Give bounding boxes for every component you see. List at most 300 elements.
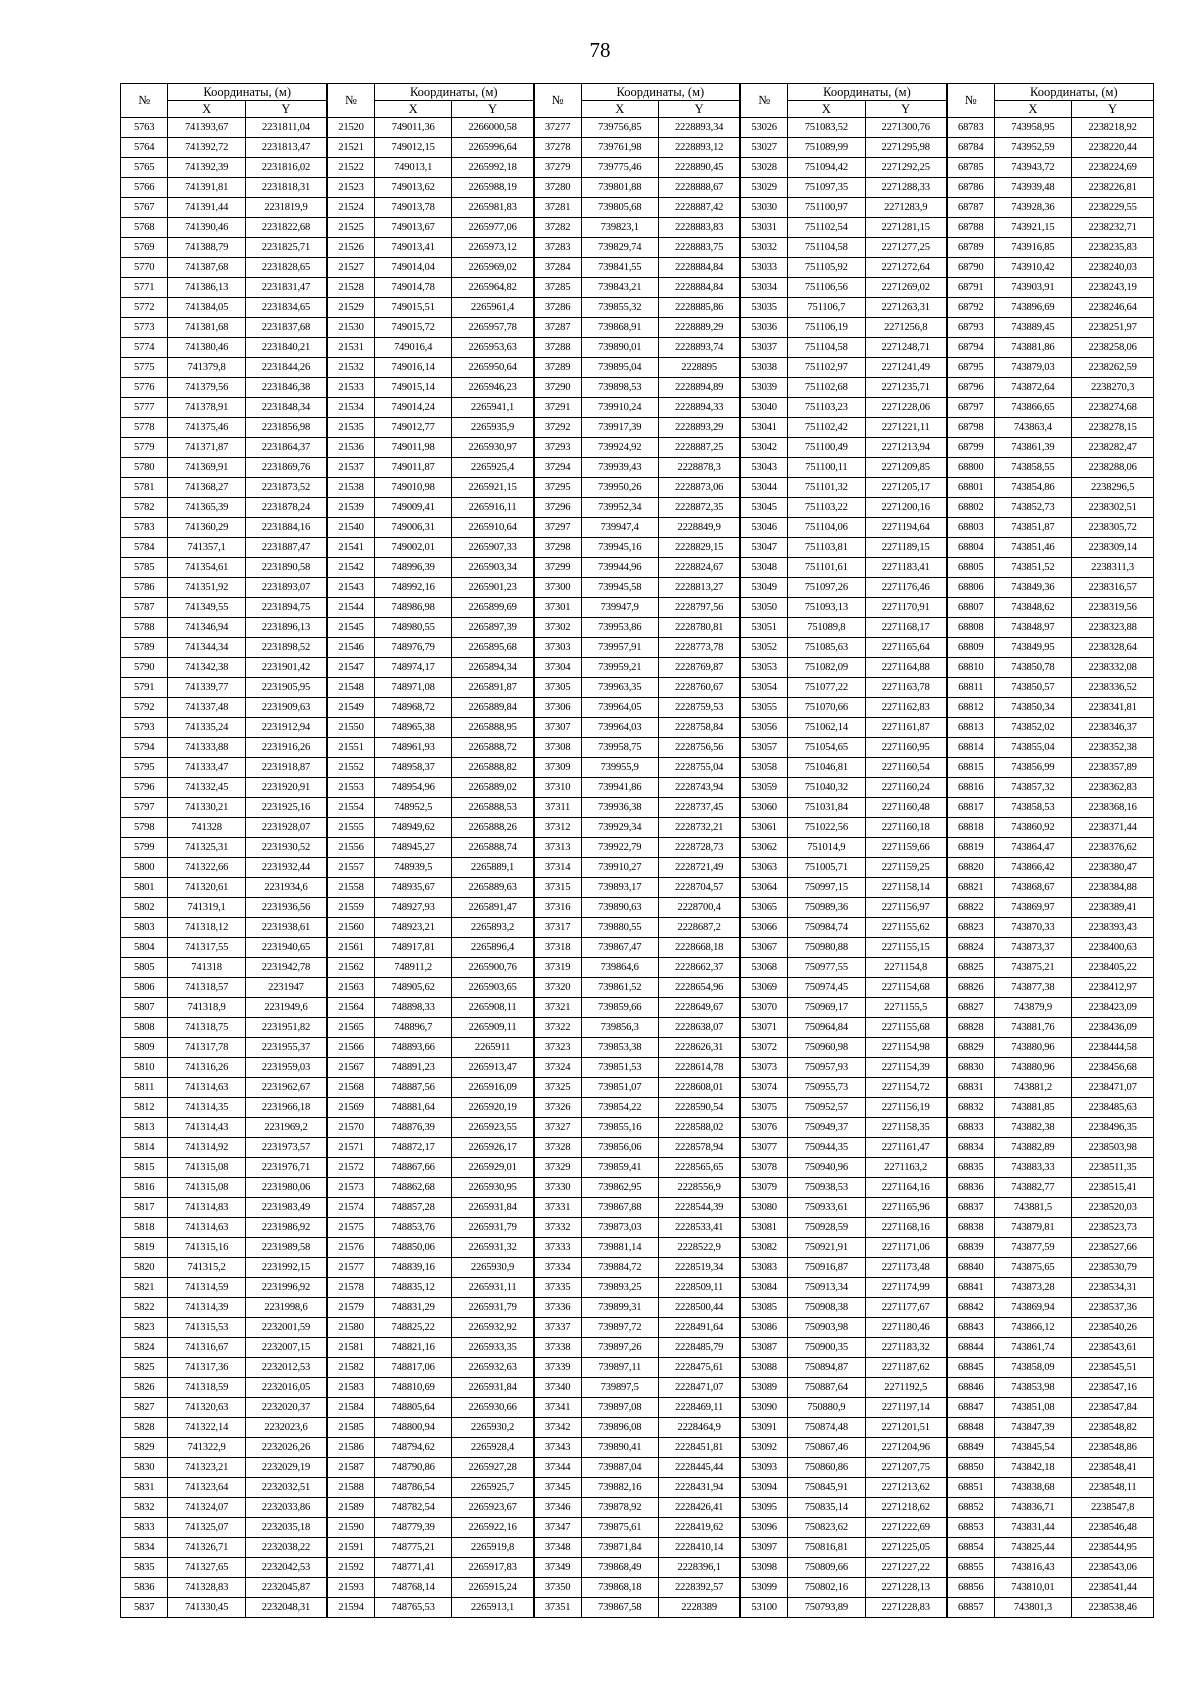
cell-x: 743882,89 bbox=[994, 1138, 1071, 1158]
cell-num: 68820 bbox=[947, 858, 994, 878]
cell-y: 2228721,49 bbox=[658, 858, 740, 878]
cell-y: 2231992,15 bbox=[245, 1258, 327, 1278]
cell-num: 68853 bbox=[947, 1518, 994, 1538]
cell-x: 749013,1 bbox=[374, 158, 451, 178]
cell-x: 739871,84 bbox=[581, 1538, 658, 1558]
table-row bbox=[121, 1238, 1154, 1258]
cell-num: 53028 bbox=[740, 158, 787, 178]
table-row bbox=[121, 1258, 1154, 1278]
cell-y: 2228743,94 bbox=[658, 778, 740, 798]
cell-num: 37300 bbox=[534, 578, 581, 598]
cell-y: 2271183,32 bbox=[865, 1338, 947, 1358]
cell-x: 743850,57 bbox=[994, 678, 1071, 698]
cell-y: 2238548,41 bbox=[1072, 1458, 1154, 1478]
cell-y: 2238226,81 bbox=[1072, 178, 1154, 198]
table-row bbox=[121, 1298, 1154, 1318]
cell-num: 21569 bbox=[327, 1098, 374, 1118]
cell-y: 2228873,06 bbox=[658, 478, 740, 498]
cell-y: 2238336,52 bbox=[1072, 678, 1154, 698]
cell-num: 68783 bbox=[947, 118, 994, 138]
cell-x: 739958,75 bbox=[581, 738, 658, 758]
cell-num: 21582 bbox=[327, 1358, 374, 1378]
cell-x: 751102,54 bbox=[788, 218, 865, 238]
cell-x: 739890,01 bbox=[581, 338, 658, 358]
cell-x: 750900,35 bbox=[788, 1338, 865, 1358]
table-row bbox=[121, 938, 1154, 958]
cell-num: 5774 bbox=[121, 338, 168, 358]
cell-x: 741349,55 bbox=[168, 598, 245, 618]
cell-x: 743845,54 bbox=[994, 1438, 1071, 1458]
cell-num: 21559 bbox=[327, 898, 374, 918]
cell-num: 5790 bbox=[121, 658, 168, 678]
cell-num: 68805 bbox=[947, 558, 994, 578]
cell-num: 21560 bbox=[327, 918, 374, 938]
cell-num: 53055 bbox=[740, 698, 787, 718]
cell-y: 2238543,06 bbox=[1072, 1558, 1154, 1578]
cell-y: 2238540,26 bbox=[1072, 1318, 1154, 1338]
cell-y: 2265917,83 bbox=[452, 1558, 534, 1578]
cell-y: 2231951,82 bbox=[245, 1018, 327, 1038]
cell-num: 21546 bbox=[327, 638, 374, 658]
table-row bbox=[121, 118, 1154, 138]
cell-y: 2265889,1 bbox=[452, 858, 534, 878]
cell-num: 5824 bbox=[121, 1338, 168, 1358]
cell-y: 2265930,9 bbox=[452, 1258, 534, 1278]
cell-num: 53054 bbox=[740, 678, 787, 698]
cell-num: 68794 bbox=[947, 338, 994, 358]
cell-y: 2265964,82 bbox=[452, 278, 534, 298]
cell-num: 5830 bbox=[121, 1458, 168, 1478]
cell-y: 2271174,99 bbox=[865, 1278, 947, 1298]
cell-x: 739959,21 bbox=[581, 658, 658, 678]
cell-y: 2232020,37 bbox=[245, 1398, 327, 1418]
cell-num: 21525 bbox=[327, 218, 374, 238]
cell-x: 741314,63 bbox=[168, 1218, 245, 1238]
cell-x: 739950,26 bbox=[581, 478, 658, 498]
cell-y: 2228471,07 bbox=[658, 1378, 740, 1398]
cell-x: 741333,47 bbox=[168, 758, 245, 778]
cell-num: 37343 bbox=[534, 1438, 581, 1458]
cell-x: 749013,78 bbox=[374, 198, 451, 218]
cell-y: 2231893,07 bbox=[245, 578, 327, 598]
cell-num: 21572 bbox=[327, 1158, 374, 1178]
cell-y: 2265931,79 bbox=[452, 1298, 534, 1318]
cell-num: 37345 bbox=[534, 1478, 581, 1498]
cell-num: 53048 bbox=[740, 558, 787, 578]
cell-num: 68845 bbox=[947, 1358, 994, 1378]
cell-x: 748971,08 bbox=[374, 678, 451, 698]
cell-num: 21564 bbox=[327, 998, 374, 1018]
cell-y: 2231890,58 bbox=[245, 558, 327, 578]
cell-num: 68798 bbox=[947, 418, 994, 438]
cell-y: 2238309,14 bbox=[1072, 538, 1154, 558]
cell-x: 741322,9 bbox=[168, 1438, 245, 1458]
cell-y: 2271173,48 bbox=[865, 1258, 947, 1278]
table-row bbox=[121, 1458, 1154, 1478]
cell-y: 2265911 bbox=[452, 1038, 534, 1058]
cell-num: 21537 bbox=[327, 458, 374, 478]
cell-y: 2238548,82 bbox=[1072, 1418, 1154, 1438]
cell-x: 749011,87 bbox=[374, 458, 451, 478]
cell-x: 741318,59 bbox=[168, 1378, 245, 1398]
cell-x: 743889,45 bbox=[994, 318, 1071, 338]
cell-x: 750887,64 bbox=[788, 1378, 865, 1398]
cell-y: 2231925,16 bbox=[245, 798, 327, 818]
cell-x: 739945,58 bbox=[581, 578, 658, 598]
header-y: Y bbox=[658, 101, 740, 118]
cell-x: 741314,92 bbox=[168, 1138, 245, 1158]
cell-num: 68839 bbox=[947, 1238, 994, 1258]
cell-y: 2271163,78 bbox=[865, 678, 947, 698]
table-row bbox=[121, 758, 1154, 778]
table-row bbox=[121, 698, 1154, 718]
cell-num: 53089 bbox=[740, 1378, 787, 1398]
cell-x: 743858,09 bbox=[994, 1358, 1071, 1378]
cell-num: 53093 bbox=[740, 1458, 787, 1478]
cell-num: 68800 bbox=[947, 458, 994, 478]
cell-y: 2228883,75 bbox=[658, 238, 740, 258]
table-row bbox=[121, 1098, 1154, 1118]
cell-x: 748952,5 bbox=[374, 798, 451, 818]
cell-x: 739964,05 bbox=[581, 698, 658, 718]
cell-num: 68791 bbox=[947, 278, 994, 298]
cell-y: 2228780,81 bbox=[658, 618, 740, 638]
cell-y: 2265909,11 bbox=[452, 1018, 534, 1038]
cell-x: 739868,18 bbox=[581, 1578, 658, 1598]
cell-num: 21548 bbox=[327, 678, 374, 698]
cell-x: 743952,59 bbox=[994, 138, 1071, 158]
cell-num: 5800 bbox=[121, 858, 168, 878]
cell-x: 739829,74 bbox=[581, 238, 658, 258]
cell-x: 743836,71 bbox=[994, 1498, 1071, 1518]
cell-y: 2238270,3 bbox=[1072, 378, 1154, 398]
cell-y: 2228773,78 bbox=[658, 638, 740, 658]
cell-x: 743861,39 bbox=[994, 438, 1071, 458]
cell-num: 37347 bbox=[534, 1518, 581, 1538]
cell-y: 2271160,48 bbox=[865, 798, 947, 818]
cell-x: 750974,45 bbox=[788, 978, 865, 998]
cell-y: 2271204,96 bbox=[865, 1438, 947, 1458]
cell-x: 741393,67 bbox=[168, 118, 245, 138]
cell-num: 21538 bbox=[327, 478, 374, 498]
cell-x: 748790,86 bbox=[374, 1458, 451, 1478]
cell-num: 21523 bbox=[327, 178, 374, 198]
cell-num: 5791 bbox=[121, 678, 168, 698]
cell-y: 2228894,33 bbox=[658, 398, 740, 418]
cell-num: 5818 bbox=[121, 1218, 168, 1238]
cell-x: 751093,13 bbox=[788, 598, 865, 618]
header-num: № bbox=[740, 84, 787, 118]
cell-num: 37290 bbox=[534, 378, 581, 398]
cell-y: 2231896,13 bbox=[245, 618, 327, 638]
cell-num: 37286 bbox=[534, 298, 581, 318]
cell-x: 751089,99 bbox=[788, 138, 865, 158]
cell-x: 739855,32 bbox=[581, 298, 658, 318]
cell-x: 743831,44 bbox=[994, 1518, 1071, 1538]
cell-x: 749012,15 bbox=[374, 138, 451, 158]
cell-x: 748800,94 bbox=[374, 1418, 451, 1438]
cell-num: 5821 bbox=[121, 1278, 168, 1298]
cell-x: 743881,86 bbox=[994, 338, 1071, 358]
cell-x: 743866,42 bbox=[994, 858, 1071, 878]
cell-y: 2228662,37 bbox=[658, 958, 740, 978]
cell-num: 68857 bbox=[947, 1598, 994, 1618]
cell-x: 743851,46 bbox=[994, 538, 1071, 558]
cell-y: 2238232,71 bbox=[1072, 218, 1154, 238]
cell-num: 53091 bbox=[740, 1418, 787, 1438]
cell-x: 741332,45 bbox=[168, 778, 245, 798]
cell-num: 68814 bbox=[947, 738, 994, 758]
cell-y: 2238541,44 bbox=[1072, 1578, 1154, 1598]
cell-x: 739957,91 bbox=[581, 638, 658, 658]
cell-x: 739910,27 bbox=[581, 858, 658, 878]
cell-y: 2228893,34 bbox=[658, 118, 740, 138]
cell-num: 5775 bbox=[121, 358, 168, 378]
cell-num: 5825 bbox=[121, 1358, 168, 1378]
cell-num: 53053 bbox=[740, 658, 787, 678]
cell-x: 743958,95 bbox=[994, 118, 1071, 138]
cell-y: 2228759,53 bbox=[658, 698, 740, 718]
cell-y: 2271292,25 bbox=[865, 158, 947, 178]
cell-x: 741318 bbox=[168, 958, 245, 978]
cell-y: 2238544,95 bbox=[1072, 1538, 1154, 1558]
table-row bbox=[121, 278, 1154, 298]
table-row bbox=[121, 1078, 1154, 1098]
cell-x: 739864,6 bbox=[581, 958, 658, 978]
cell-x: 743877,59 bbox=[994, 1238, 1071, 1258]
cell-x: 751103,23 bbox=[788, 398, 865, 418]
cell-num: 37342 bbox=[534, 1418, 581, 1438]
cell-y: 2265896,4 bbox=[452, 938, 534, 958]
cell-num: 21534 bbox=[327, 398, 374, 418]
cell-num: 5763 bbox=[121, 118, 168, 138]
cell-y: 2271295,98 bbox=[865, 138, 947, 158]
cell-num: 37288 bbox=[534, 338, 581, 358]
cell-y: 2238400,63 bbox=[1072, 938, 1154, 958]
cell-y: 2228668,18 bbox=[658, 938, 740, 958]
cell-y: 2231811,04 bbox=[245, 118, 327, 138]
header-coordinates: Координаты, (м) bbox=[374, 84, 533, 101]
table-row bbox=[121, 778, 1154, 798]
cell-y: 2271165,64 bbox=[865, 638, 947, 658]
cell-y: 2271163,2 bbox=[865, 1158, 947, 1178]
cell-num: 5808 bbox=[121, 1018, 168, 1038]
cell-num: 21536 bbox=[327, 438, 374, 458]
cell-y: 2271218,62 bbox=[865, 1498, 947, 1518]
cell-x: 739963,35 bbox=[581, 678, 658, 698]
cell-y: 2238246,64 bbox=[1072, 298, 1154, 318]
cell-num: 37340 bbox=[534, 1378, 581, 1398]
cell-y: 2228889,29 bbox=[658, 318, 740, 338]
table-row bbox=[121, 578, 1154, 598]
cell-x: 751100,97 bbox=[788, 198, 865, 218]
cell-y: 2231884,16 bbox=[245, 518, 327, 538]
header-coordinates: Координаты, (м) bbox=[581, 84, 740, 101]
cell-x: 739882,16 bbox=[581, 1478, 658, 1498]
cell-y: 2265893,2 bbox=[452, 918, 534, 938]
cell-x: 739855,16 bbox=[581, 1118, 658, 1138]
cell-x: 743849,36 bbox=[994, 578, 1071, 598]
table-row bbox=[121, 418, 1154, 438]
table-row bbox=[121, 1338, 1154, 1358]
cell-x: 748857,28 bbox=[374, 1198, 451, 1218]
cell-y: 2228885,86 bbox=[658, 298, 740, 318]
cell-x: 741371,87 bbox=[168, 438, 245, 458]
cell-x: 743869,94 bbox=[994, 1298, 1071, 1318]
cell-num: 53027 bbox=[740, 138, 787, 158]
cell-x: 741328 bbox=[168, 818, 245, 838]
cell-x: 748876,39 bbox=[374, 1118, 451, 1138]
cell-y: 2265888,74 bbox=[452, 838, 534, 858]
cell-x: 741326,71 bbox=[168, 1538, 245, 1558]
table-row bbox=[121, 818, 1154, 838]
cell-num: 21520 bbox=[327, 118, 374, 138]
cell-y: 2231998,6 bbox=[245, 1298, 327, 1318]
cell-x: 741318,9 bbox=[168, 998, 245, 1018]
cell-num: 5809 bbox=[121, 1038, 168, 1058]
cell-y: 2238319,56 bbox=[1072, 598, 1154, 618]
cell-x: 741322,66 bbox=[168, 858, 245, 878]
cell-x: 748765,53 bbox=[374, 1598, 451, 1618]
cell-num: 37310 bbox=[534, 778, 581, 798]
cell-y: 2271200,16 bbox=[865, 498, 947, 518]
cell-x: 743882,38 bbox=[994, 1118, 1071, 1138]
cell-y: 2238258,06 bbox=[1072, 338, 1154, 358]
cell-x: 748923,21 bbox=[374, 918, 451, 938]
cell-y: 2231912,94 bbox=[245, 718, 327, 738]
cell-num: 53098 bbox=[740, 1558, 787, 1578]
cell-num: 5771 bbox=[121, 278, 168, 298]
cell-num: 5768 bbox=[121, 218, 168, 238]
cell-num: 53082 bbox=[740, 1238, 787, 1258]
cell-x: 743848,62 bbox=[994, 598, 1071, 618]
cell-num: 37277 bbox=[534, 118, 581, 138]
cell-x: 750952,57 bbox=[788, 1098, 865, 1118]
cell-x: 743852,73 bbox=[994, 498, 1071, 518]
cell-num: 68790 bbox=[947, 258, 994, 278]
header-coordinates: Координаты, (м) bbox=[788, 84, 947, 101]
cell-num: 21579 bbox=[327, 1298, 374, 1318]
cell-x: 748927,93 bbox=[374, 898, 451, 918]
cell-x: 750816,81 bbox=[788, 1538, 865, 1558]
page-number: 78 bbox=[589, 38, 611, 62]
cell-num: 53032 bbox=[740, 238, 787, 258]
table-row bbox=[121, 198, 1154, 218]
cell-x: 748896,7 bbox=[374, 1018, 451, 1038]
cell-x: 739917,39 bbox=[581, 418, 658, 438]
cell-y: 2265950,64 bbox=[452, 358, 534, 378]
cell-y: 2232048,31 bbox=[245, 1598, 327, 1618]
cell-num: 53092 bbox=[740, 1438, 787, 1458]
cell-y: 2232023,6 bbox=[245, 1418, 327, 1438]
cell-num: 5797 bbox=[121, 798, 168, 818]
cell-num: 37321 bbox=[534, 998, 581, 1018]
cell-x: 739880,55 bbox=[581, 918, 658, 938]
cell-y: 2271187,62 bbox=[865, 1358, 947, 1378]
cell-num: 5810 bbox=[121, 1058, 168, 1078]
cell-y: 2265929,01 bbox=[452, 1158, 534, 1178]
cell-num: 21540 bbox=[327, 518, 374, 538]
cell-num: 53029 bbox=[740, 178, 787, 198]
cell-y: 2228894,89 bbox=[658, 378, 740, 398]
table-row bbox=[121, 798, 1154, 818]
cell-x: 741365,39 bbox=[168, 498, 245, 518]
cell-y: 2271165,96 bbox=[865, 1198, 947, 1218]
cell-x: 743816,43 bbox=[994, 1558, 1071, 1578]
cell-y: 2231959,03 bbox=[245, 1058, 327, 1078]
cell-num: 5829 bbox=[121, 1438, 168, 1458]
cell-y: 2231934,6 bbox=[245, 878, 327, 898]
cell-y: 2228732,21 bbox=[658, 818, 740, 838]
cell-y: 2231909,63 bbox=[245, 698, 327, 718]
cell-y: 2265915,24 bbox=[452, 1578, 534, 1598]
cell-num: 5795 bbox=[121, 758, 168, 778]
cell-y: 2265920,19 bbox=[452, 1098, 534, 1118]
cell-num: 68834 bbox=[947, 1138, 994, 1158]
cell-num: 5794 bbox=[121, 738, 168, 758]
cell-num: 37341 bbox=[534, 1398, 581, 1418]
cell-y: 2238436,09 bbox=[1072, 1018, 1154, 1038]
table-row bbox=[121, 718, 1154, 738]
cell-y: 2228469,11 bbox=[658, 1398, 740, 1418]
cell-num: 37323 bbox=[534, 1038, 581, 1058]
cell-x: 741333,88 bbox=[168, 738, 245, 758]
table-row bbox=[121, 318, 1154, 338]
cell-y: 2231928,07 bbox=[245, 818, 327, 838]
cell-x: 741391,44 bbox=[168, 198, 245, 218]
cell-y: 2228485,79 bbox=[658, 1338, 740, 1358]
cell-x: 750949,37 bbox=[788, 1118, 865, 1138]
table-row bbox=[121, 838, 1154, 858]
cell-num: 53033 bbox=[740, 258, 787, 278]
cell-y: 2271180,46 bbox=[865, 1318, 947, 1338]
cell-num: 37324 bbox=[534, 1058, 581, 1078]
cell-num: 68854 bbox=[947, 1538, 994, 1558]
cell-y: 2265926,17 bbox=[452, 1138, 534, 1158]
cell-y: 2238380,47 bbox=[1072, 858, 1154, 878]
cell-x: 743866,12 bbox=[994, 1318, 1071, 1338]
cell-x: 741314,63 bbox=[168, 1078, 245, 1098]
cell-num: 5779 bbox=[121, 438, 168, 458]
table-row bbox=[121, 898, 1154, 918]
cell-x: 750944,35 bbox=[788, 1138, 865, 1158]
cell-num: 37297 bbox=[534, 518, 581, 538]
cell-x: 748980,55 bbox=[374, 618, 451, 638]
cell-num: 5828 bbox=[121, 1418, 168, 1438]
cell-y: 2231962,67 bbox=[245, 1078, 327, 1098]
cell-x: 743870,33 bbox=[994, 918, 1071, 938]
cell-num: 68855 bbox=[947, 1558, 994, 1578]
cell-num: 53094 bbox=[740, 1478, 787, 1498]
header-coordinates: Координаты, (м) bbox=[168, 84, 327, 101]
cell-y: 2265903,65 bbox=[452, 978, 534, 998]
cell-x: 743852,02 bbox=[994, 718, 1071, 738]
cell-y: 2231846,38 bbox=[245, 378, 327, 398]
cell-num: 37314 bbox=[534, 858, 581, 878]
cell-x: 739756,85 bbox=[581, 118, 658, 138]
cell-y: 2271171,06 bbox=[865, 1238, 947, 1258]
cell-y: 2232012,53 bbox=[245, 1358, 327, 1378]
cell-y: 2238393,43 bbox=[1072, 918, 1154, 938]
cell-num: 68827 bbox=[947, 998, 994, 1018]
cell-num: 53075 bbox=[740, 1098, 787, 1118]
cell-x: 748945,27 bbox=[374, 838, 451, 858]
cell-y: 2238534,31 bbox=[1072, 1278, 1154, 1298]
cell-num: 37327 bbox=[534, 1118, 581, 1138]
cell-num: 53061 bbox=[740, 818, 787, 838]
cell-x: 751106,7 bbox=[788, 298, 865, 318]
cell-y: 2232029,19 bbox=[245, 1458, 327, 1478]
